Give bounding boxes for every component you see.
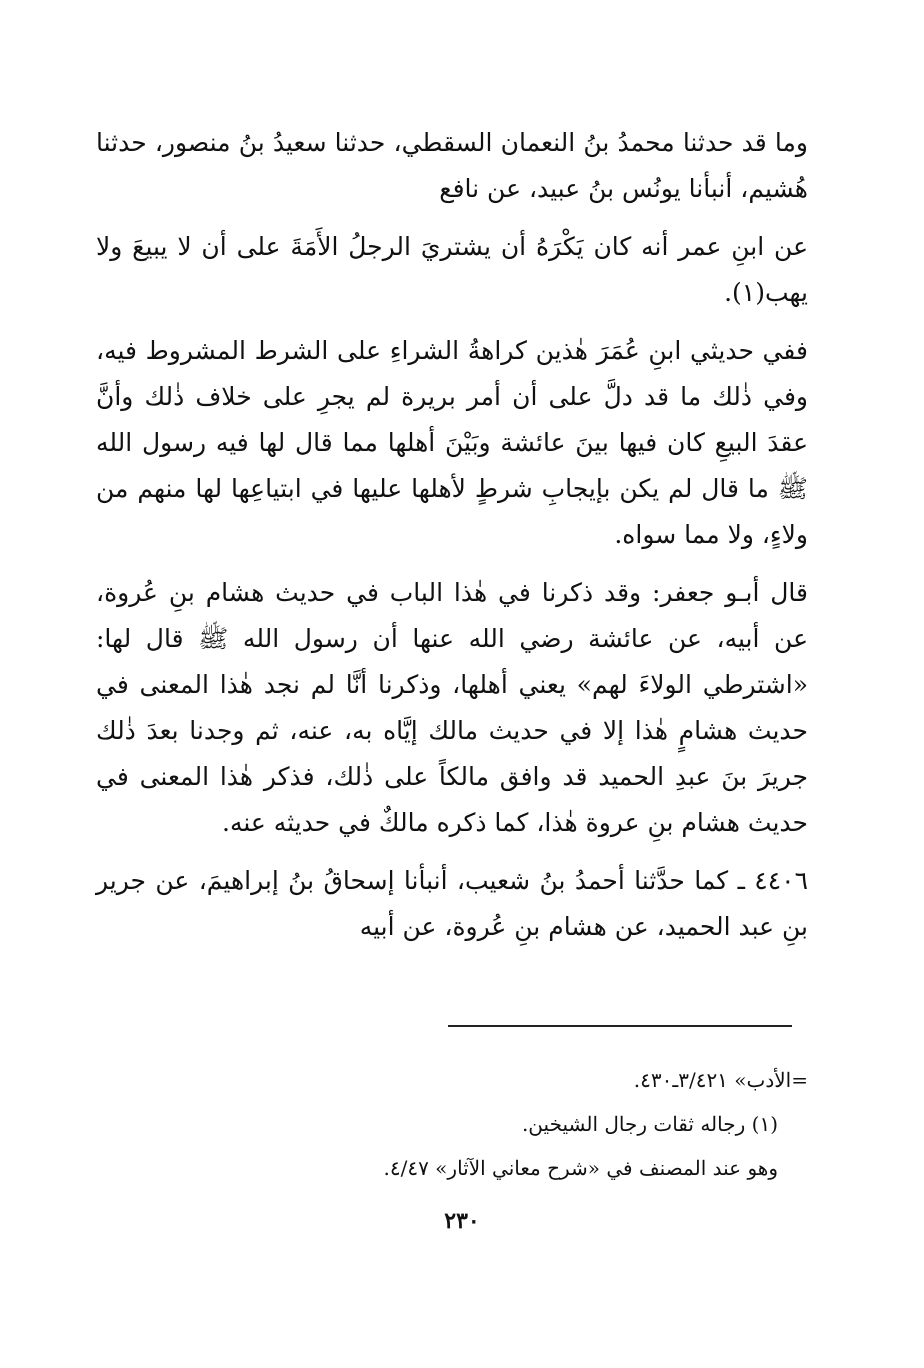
footnote-1-reference: وهو عند المصنف في «شرح معاني الآثار» ٤/٤٧. xyxy=(383,1156,778,1180)
main-text xyxy=(96,120,808,962)
footnote-1: (١) رجاله ثقات رجال الشيخين. xyxy=(521,1112,778,1136)
paragraph-1: وما قد حدثنا محمدُ بنُ النعمان السقطي، حدثنا سعيدُ بنُ منصور، حدثنا هُشيم، أنبأنا يونُس بنُ عبيد، عن نافع xyxy=(96,128,808,203)
page-number: ٢٣٠ xyxy=(444,1208,480,1234)
footnote-continuation: =الأدب» ٣/٤٢١ـ٤٣٠. xyxy=(633,1068,808,1092)
paragraph-4: قال أبـو جعفر: وقد ذكرنا في هٰذا الباب في حديث هشام بنِ عُروة، عن أبيه، عن عائشة رضي الله عنها أن رسول الله ﷺ قال لها: «اشترطي الولاءَ لهم» يعني أهلها، وذكرنا أنَّا لم نجد هٰذا المعنى في حديث هشامٍ هٰذا إلا في حديث مالك إيَّاه به، عنه، ثم وجدنا بعدَ ذٰلك جريرَ بنَ عبدِ الحميد قد وافق مالكاً على ذٰلك، فذكر هٰذا المعنى في حديث هشام بنِ عروة هٰذا، كما ذكره مالكٌ في حديثه عنه. xyxy=(96,578,808,837)
footnotes xyxy=(96,1058,808,1190)
paragraph-3: ففي حديثي ابنِ عُمَرَ هٰذين كراهةُ الشراءِ على الشرط المشروط فيه، وفي ذٰلك ما قد دلَّ على أن أمر بريرة لم يجرِ على خلاف ذٰلك وأنَّ عقدَ البيعِ كان فيها بينَ عائشة وبَيْنَ أهلها مما قال لها فيه رسول الله ﷺ ما قال لم يكن بإيجابِ شرطٍ لأهلها عليها في ابتياعِها لها منهم من ولاءٍ، ولا مما سواه. xyxy=(96,336,808,549)
footnote-separator xyxy=(448,1025,792,1027)
paragraph-2: عن ابنِ عمر أنه كان يَكْرَهُ أن يشتريَ الرجلُ الأَمَةَ على أن لا يبيعَ ولا يهب(١). xyxy=(96,232,808,307)
paragraph-5: ٤٤٠٦ ـ كما حدَّثنا أحمدُ بنُ شعيب، أنبأنا إسحاقُ بنُ إبراهيمَ، عن جرير بنِ عبد الحميد، عن هشام بنِ عُروة، عن أبيه xyxy=(96,866,808,941)
